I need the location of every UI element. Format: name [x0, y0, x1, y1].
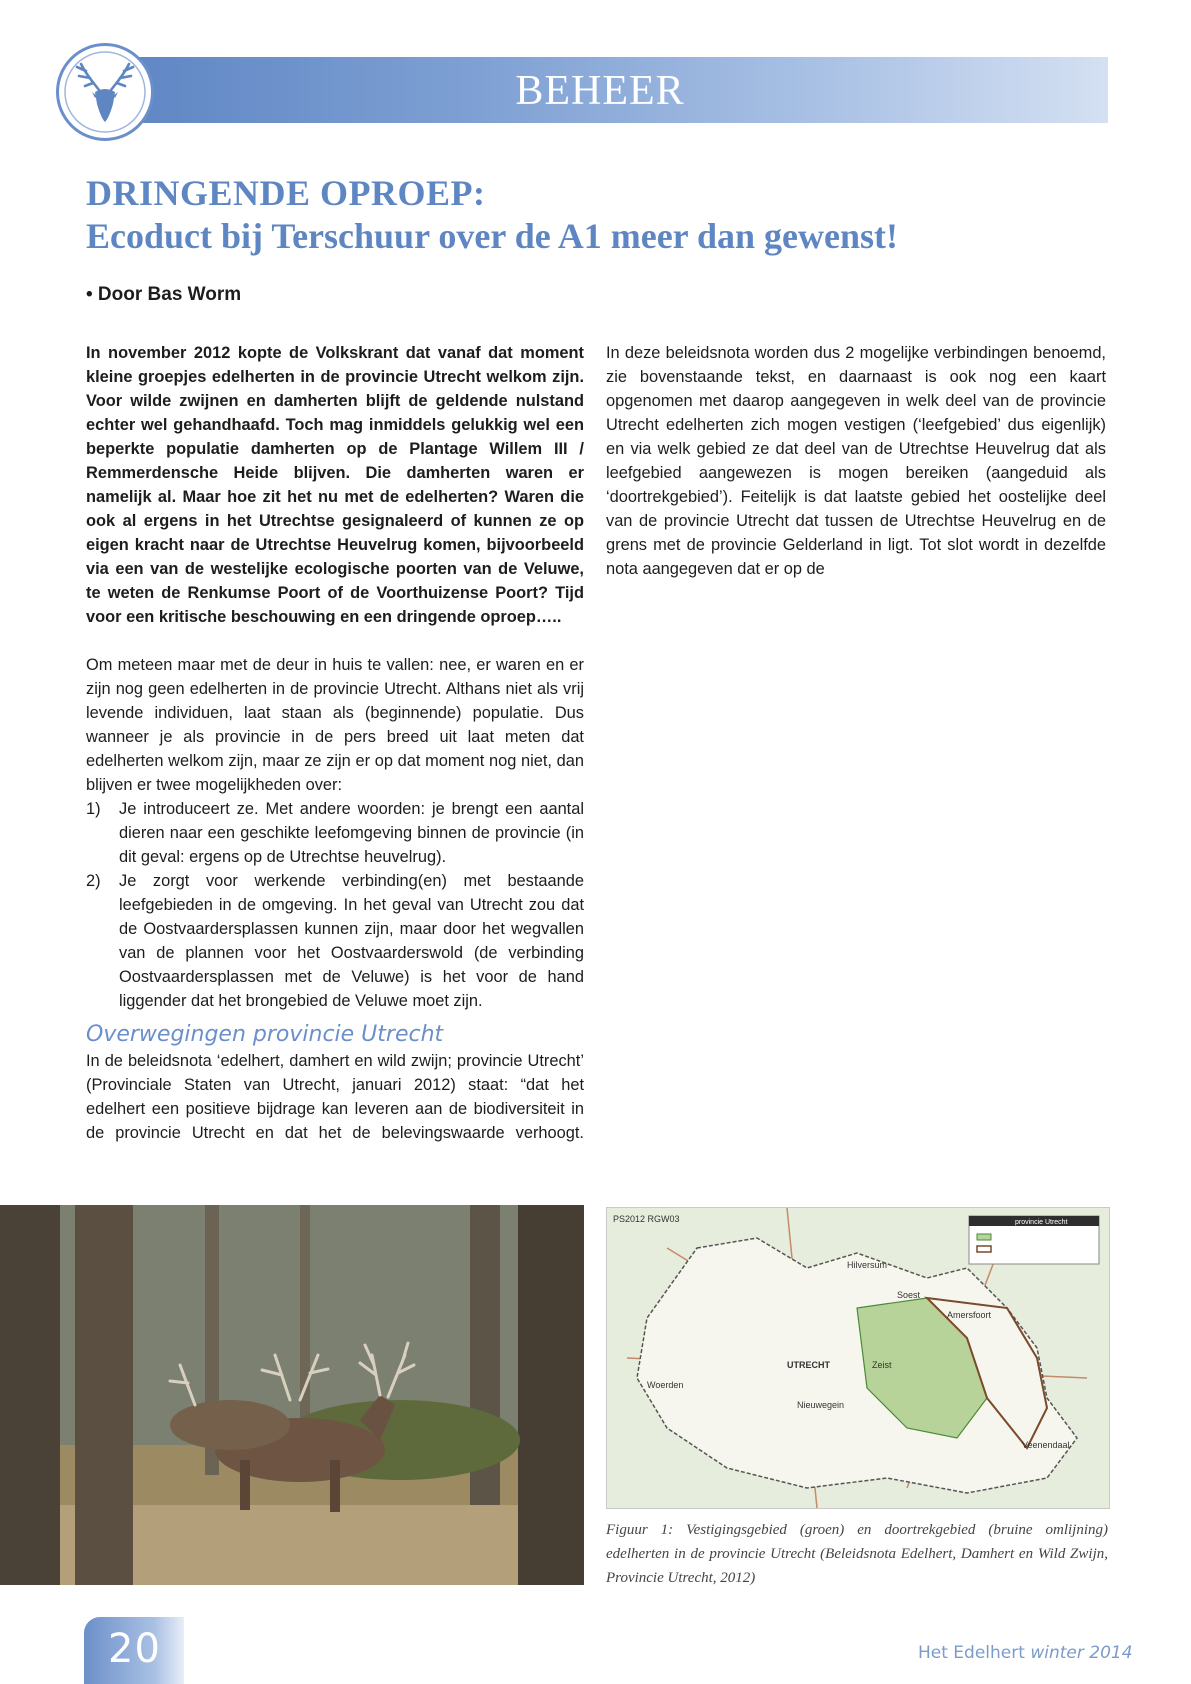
article-title-line-2: Ecoduct bij Terschuur over de A1 meer dan gewenst! — [86, 216, 899, 256]
section-label: BEHEER — [515, 68, 685, 114]
deer-photo — [0, 1205, 584, 1585]
list-item — [86, 797, 584, 869]
footer-magazine — [918, 1643, 1133, 1663]
deer-logo — [56, 43, 154, 141]
map-city-soest: Soest — [897, 1290, 921, 1300]
list-item-number: 1) — [86, 800, 101, 818]
map-city-amersfoort: Amersfoort — [947, 1310, 992, 1320]
province-map — [606, 1207, 1110, 1509]
body-paragraph-2: In de beleidsnota ‘edelhert, damhert en wild zwijn; provincie Utrecht’ (Provinciale Staten van Utrecht, januari 2012) staat: “dat het edelhert een positieve bijdrage kan leveren aan de biodiversiteit in de provincie Utrecht en dat het de belevingswaarde verhoogt. — [86, 1052, 584, 1142]
map-city-zeist: Zeist — [872, 1360, 892, 1370]
stag-head-icon — [59, 46, 151, 138]
list-item-number: 2) — [86, 872, 101, 890]
map-legend-title: provincie Utrecht — [1015, 1219, 1068, 1226]
map-city-veenendaal: Veenendaal — [1022, 1440, 1070, 1450]
byline: • Door Bas Worm — [86, 284, 242, 305]
list-item — [86, 869, 584, 1013]
map-code-label: PS2012 RGW03 — [613, 1214, 680, 1224]
left-column — [86, 341, 584, 1145]
list-item-text: Je introduceert ze. Met andere woorden: je brengt een aantal dieren naar een geschikte leefomgeving binnen de provincie (in dit geval: ergens op de Utrechtse heuvelrug). — [119, 800, 584, 866]
map-city-nieuwegein: Nieuwegein — [797, 1400, 845, 1410]
body-paragraph-1: Om meteen maar met de deur in huis te vallen: nee, er waren en er zijn nog geen edelherten in de provincie Utrecht. Althans niet als vrij levende individuen, laat staan als (beginnende) populatie. Dus wanneer je als provincie in de pers breed uit laat meten dat edelherten welkom zijn, maar ze zijn er op dat moment nog niet, dan blijven er twee mogelijkheden over: — [86, 656, 584, 794]
map-city-woerden: Woerden — [647, 1380, 684, 1390]
list-item-text: Je zorgt voor werkende verbinding(en) met bestaande leefgebieden in de omgeving. In het geval van Utrecht zou dat de Oostvaardersplassen kunnen zijn, maar door het wegvallen van de plannen voor het Oostvaarderswold (de verbinding Oostvaardersplassen met de Veluwe) is het voor de hand liggender dat het brongebied de Veluwe moet zijn. — [119, 872, 584, 1010]
subheading: Overwegingen provincie Utrecht — [86, 1022, 444, 1047]
issue-label: winter 2014 — [1030, 1643, 1133, 1663]
magazine-name: Het Edelhert — [918, 1643, 1025, 1663]
options-list — [86, 797, 584, 1013]
map-city-hilversum: Hilversum — [847, 1260, 888, 1270]
figure-caption: Figuur 1: Vestigingsgebied (groen) en doortrekgebied (bruine omlijning) edelherten in de provincie Utrecht (Beleidsnota Edelhert, Damhert en Wild Zwijn, Provincie Utrecht, 2012) — [606, 1522, 1108, 1586]
page-number: 20 — [108, 1626, 161, 1672]
lead-paragraph: In november 2012 kopte de Volkskrant dat vanaf dat moment kleine groepjes edelherten in de provincie Utrecht welkom zijn. Voor wilde zwijnen en damherten blijft de geldende nulstand echter wel gehandhaafd. Toch mag inmiddels gelukkig wel een beperkte populatie damherten op de Plantage Willem III / Remmerdensche Heide blijven. Die damherten waren er namelijk al. Maar hoe zit het nu met de edelherten? Waren die ook al ergens in het Utrechtse gesignaleerd of kunnen ze op eigen kracht naar de Utrechtse Heuvelrug komen, bijvoorbeeld via een van de westelijke ecologische poorten van de Veluwe, te weten de Renkumse Poort of de Voorthuizense Poort? Tijd voor een kritische beschouwing en een dringende oproep….. — [86, 344, 584, 626]
article-title-line-1: DRINGENDE OPROEP: — [86, 173, 486, 213]
body-paragraph-3: In deze beleidsnota worden dus 2 mogelijke verbindingen benoemd, zie bovenstaande tekst, en daarnaast is ook nog een kaart opgenomen met daarop aangegeven in welk deel van de provincie Utrecht edelherten zich mogen vestigen (‘leefgebied’ dus eigenlijk) en via welk gebied ze dat deel van de Utrechtse Heuvelrug dat als leefgebied aangewezen is mogen bereiken (aangeduid als ‘doortrekgebied’). Feitelijk is dat laatste gebied het oostelijke deel van de provincie Utrecht dat tussen de Utrechtse Heuvelrug en de grens met de provincie Gelderland in ligt. Tot slot wordt in dezelfde nota aangegeven dat er op de — [606, 344, 1106, 578]
right-column — [606, 341, 1106, 581]
map-city-utrecht: UTRECHT — [787, 1360, 830, 1370]
